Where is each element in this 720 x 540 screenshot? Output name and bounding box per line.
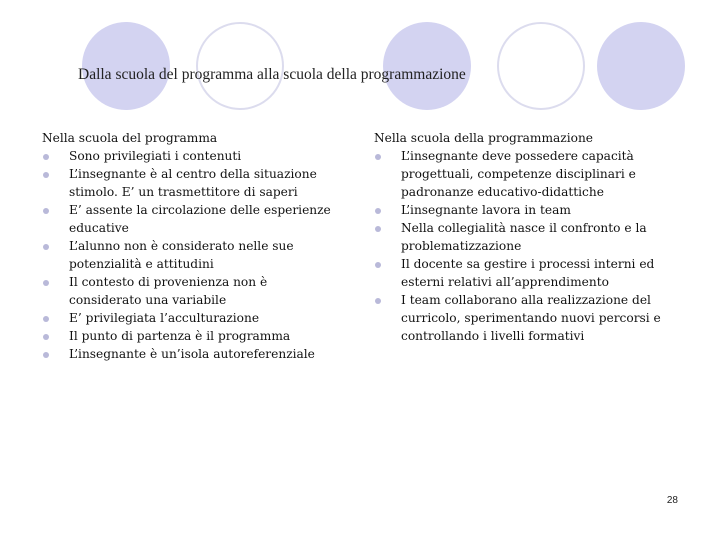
left-bullet-list [42, 147, 342, 363]
list-item-text: L’insegnante è al centro della situazione stimolo. E’ un trasmettitore di saperi [69, 167, 317, 199]
list-item [42, 147, 342, 165]
left-column-heading: Nella scuola del programma [42, 131, 218, 145]
bullet-icon [43, 172, 49, 178]
list-item [42, 237, 342, 273]
list-item [42, 201, 342, 237]
list-item [374, 147, 664, 201]
list-item-text: L’insegnante è un’isola autoreferenziale [69, 347, 315, 361]
list-item-text: L’insegnante deve possedere capacità progettuali, competenze disciplinari e padronanze educativo-didattiche [401, 149, 636, 199]
list-item-text: Il docente sa gestire i processi interni ed esterni relativi all’apprendimento [401, 257, 655, 289]
page-number: 28 [666, 495, 678, 506]
right-column-heading: Nella scuola della programmazione [374, 131, 594, 145]
right-bullet-list [374, 147, 664, 345]
list-item-text: I team collaborano alla realizzazione del curricolo, sperimentando nuovi percorsi e controllando i livelli formativi [401, 293, 661, 343]
list-item-text: Sono privilegiati i contenuti [69, 149, 242, 163]
bullet-icon [43, 154, 49, 160]
left-column [42, 129, 342, 363]
slide-title: Dalla scuola del programma alla scuola della programmazione [78, 66, 466, 83]
bullet-icon [375, 208, 381, 214]
list-item [374, 291, 664, 345]
bullet-icon [375, 226, 381, 232]
list-item [42, 345, 342, 363]
list-item-text: Nella collegialità nasce il confronto e la problematizzazione [401, 221, 647, 253]
list-item [374, 255, 664, 291]
list-item [374, 219, 664, 255]
bullet-icon [43, 208, 49, 214]
list-item-text: Il contesto di provenienza non è considerato una variabile [69, 275, 268, 307]
list-item [42, 309, 342, 327]
list-item [374, 201, 664, 219]
list-item [42, 273, 342, 309]
bullet-icon [43, 316, 49, 322]
bullet-icon [43, 244, 49, 250]
list-item-text: Il punto di partenza è il programma [69, 329, 291, 343]
list-item [42, 165, 342, 201]
right-column [374, 129, 664, 345]
bullet-icon [375, 298, 381, 304]
bullet-icon [43, 352, 49, 358]
bullet-icon [43, 280, 49, 286]
decorative-circles [0, 0, 720, 130]
list-item-text: L’alunno non è considerato nelle sue potenzialità e attitudini [69, 239, 294, 271]
list-item-text: L’insegnante lavora in team [401, 203, 571, 217]
bullet-icon [375, 154, 381, 160]
list-item-text: E’ privilegiata l’acculturazione [69, 311, 260, 325]
bullet-icon [375, 262, 381, 268]
list-item-text: E’ assente la circolazione delle esperienze educative [69, 203, 331, 235]
list-item [42, 327, 342, 345]
bullet-icon [43, 334, 49, 340]
